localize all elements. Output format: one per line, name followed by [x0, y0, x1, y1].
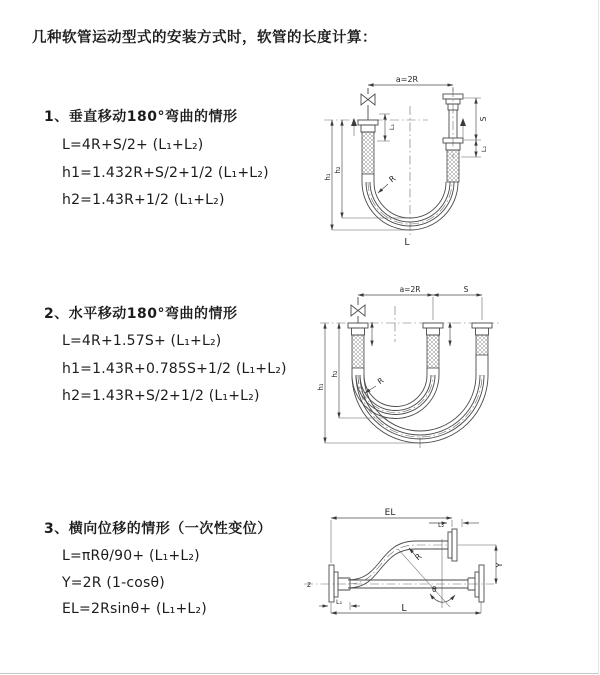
section-3-formula-L: L=πRθ/90+ (L₁+L₂) — [62, 548, 200, 564]
dim-label-a2R: a=2R — [395, 75, 419, 84]
dim-label-L1: L₁ — [388, 123, 396, 131]
left-pipe-flange — [348, 323, 368, 335]
dim-label-L2: L₂ — [480, 145, 488, 153]
right-braided-hose — [476, 335, 488, 355]
dim-label-h1: h₁ — [324, 173, 332, 181]
right-pipe-flange — [472, 323, 492, 335]
dim-label-S: S — [463, 285, 469, 294]
dim-label-L1: L₁ — [336, 598, 343, 606]
s-curve-hose — [348, 541, 448, 588]
dim-label-h2: h₂ — [331, 370, 339, 378]
dim-label-L2: L₂ — [438, 521, 445, 529]
dim-label-S: S — [479, 116, 488, 122]
upper-right-flange — [448, 529, 457, 561]
dim-label-a2R: a=2R — [399, 285, 421, 294]
dim-label-EL: EL — [384, 508, 396, 518]
dim-label-h1: h₁ — [317, 383, 325, 391]
dim-label-L: L — [404, 237, 410, 248]
left-flange — [329, 565, 350, 602]
valve-icon — [351, 297, 365, 323]
dim-label-L: L — [401, 603, 407, 614]
middle-braided-hose — [427, 335, 439, 368]
section-1-formula-L: L=4R+S/2+ (L₁+L₂) — [62, 137, 204, 153]
axis-label-z: z — [307, 580, 311, 589]
middle-pipe-flange — [423, 323, 443, 335]
section-3-heading: 3、横向位移的情形（一次性变位） — [44, 521, 272, 537]
up-arrow-icon — [351, 118, 357, 126]
angle-arc — [430, 594, 455, 602]
valve-icon — [361, 88, 375, 120]
section-3-formula-Y: Y=2R (1-cosθ) — [62, 575, 165, 591]
diagram-horizontal-movement — [310, 280, 590, 470]
section-1-formula-h1: h1=1.432R+S/2+1/2 (L₁+L₂) — [62, 165, 269, 181]
section-2-formula-h2: h2=1.43R+S/2+1/2 (L₁+L₂) — [62, 388, 260, 404]
left-pipe-flange — [358, 120, 378, 132]
dim-label-h2: h₂ — [334, 166, 342, 174]
page-title: 几种软管运动型式的安装方式时，软管的长度计算： — [32, 30, 377, 46]
diagram-lateral-displacement — [298, 503, 598, 645]
left-braided-hose — [362, 132, 374, 174]
diagram-vertical-movement — [310, 70, 590, 260]
dim-label-theta: θ — [432, 585, 437, 594]
u-bend-hose-position2 — [352, 375, 488, 443]
section-3-formula-EL: EL=2Rsinθ+ (L₁+L₂) — [62, 601, 207, 617]
dim-label-R: R — [387, 173, 398, 185]
section-2-formula-h1: h1=1.43R+0.785S+1/2 (L₁+L₂) — [62, 361, 287, 377]
section-2-formula-L: L=4R+1.57S+ (L₁+L₂) — [62, 333, 222, 349]
left-braided-hose — [352, 335, 364, 368]
dim-label-R: R — [375, 375, 386, 387]
section-1-heading: 1、垂直移动180°弯曲的情形 — [44, 109, 238, 125]
up-arrow-icon — [460, 118, 466, 126]
dim-label-Y: Y — [495, 562, 504, 568]
dim-label-R: R — [413, 551, 424, 563]
section-2-heading: 2、水平移动180°弯曲的情形 — [44, 306, 238, 322]
right-flange — [468, 565, 484, 602]
right-braided-hose — [447, 150, 459, 182]
section-1-formula-h2: h2=1.43R+1/2 (L₁+L₂) — [62, 192, 225, 208]
